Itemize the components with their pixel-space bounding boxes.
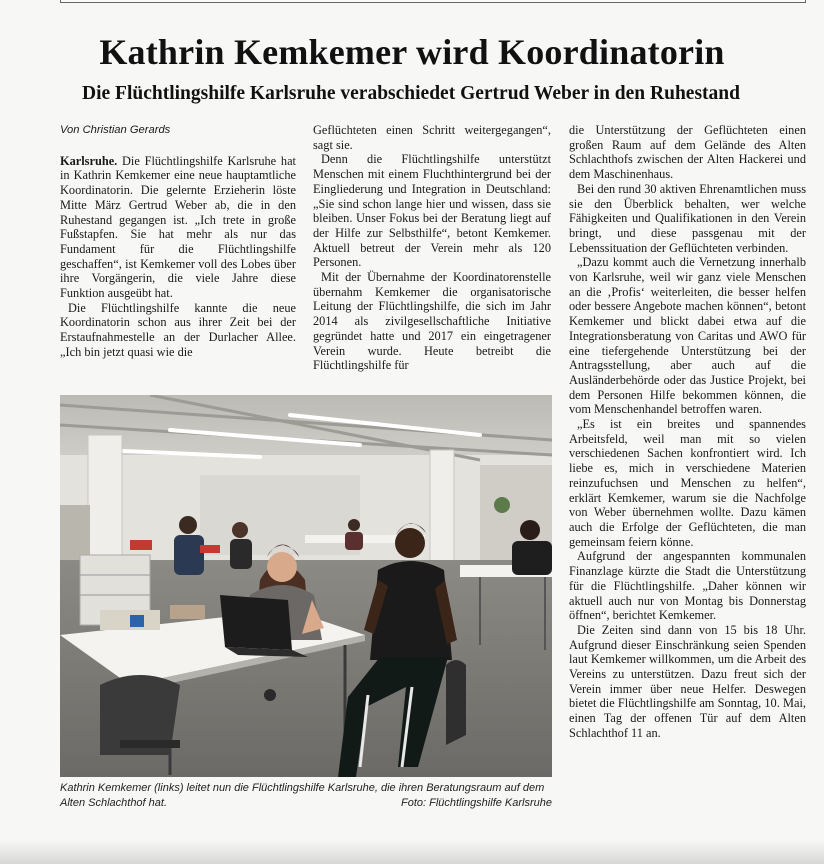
article-column-3 [569,123,806,741]
page-bottom-shadow [0,840,824,864]
top-frame-border [60,0,806,3]
paragraph: Die Flüchtlingshilfe kannte die neue Koordinatorin schon aus ihrer Zeit bei der Erstaufnahmestelle an der Durlacher Allee. „Ich bin jetzt quasi wie die [60,300,296,359]
paragraph: „Dazu kommt auch die Vernetzung innerhalb von Karlsruhe, weil wir ganz viele Menschen an die ‚Profis‘ weiterleiten, die besser helfen oder bessere Angebote machen können“, betont Kemkemer und blickt dabei etwa auf die Integrationsberatung von Caritas und AWO für eine tiefergehende Unterstützung bei der Antragsstellung, aber auch auf die Ausländerbehörde oder das Justice Projekt, bei dem Personen Hilfe bekommen können, die vom Menschenhandel betroffen waren. [569,255,806,417]
dateline: Karlsruhe. [60,153,118,168]
paragraph: Mit der Übernahme der Koordinatorenstelle übernahm Kemkemer die organisatorische Leitung der Flüchtlingshilfe, die sich im Jahr 2014 als zivilgesellschaftliche Initiative gegründet hatte und 2017 ein eingetragener Verein wurde. Heute betreibt die Flüchtlingshilfe für [313,270,551,373]
paragraph [60,154,296,301]
paragraph: Bei den rund 30 aktiven Ehrenamtlichen muss sie den Überblick behalten, wer welche Fähigkeiten und Qualifikationen in den Verein bringt, und diese passgenau mit der Lebenssituation der Geflüchteten verbinden. [569,181,806,255]
byline: Von Christian Gerards [60,124,171,136]
paragraph: die Unterstützung der Geflüchteten einen großen Raum auf dem Gelände des Alten Schlachthofs zwischen der Alten Hackerei und dem Maschinenhaus. [569,123,806,182]
photo-caption [60,781,552,810]
caption-text: Kathrin Kemkemer (links) leitet nun die Flüchtlingshilfe Karlsruhe, die ihren Beratungsraum auf dem Alten Schlachthof hat. [60,782,545,809]
subheadline: Die Flüchtlingshilfe Karlsruhe verabschiedet Gertrud Weber in den Ruhestand [82,83,740,104]
photo-credit: Foto: Flüchtlingshilfe Karlsruhe [400,796,552,809]
headline: Kathrin Kemkemer wird Koordinatorin [99,32,725,72]
paragraph: Denn die Flüchtlingshilfe unterstützt Menschen mit einem Fluchthintergrund bei der Eingliederung und Integration in Deutschland: „Sie sind schon lange hier und wissen, dass sie bleiben. Unser Fokus bei der Beratung liegt auf der Hilfe zur Selbsthilfe“, betont Kemkemer. Aktuell betreut der Verein mehr als 120 Personen. [313,152,551,270]
paragraph: Geflüchteten einen Schritt weitergegangen“, sagt sie. [313,123,551,152]
paragraph-text: Die Flüchtlingshilfe Karlsruhe hat in Kathrin Kemkemer eine neue hauptamtliche Koordinatorin. Die gelernte Erzieherin löste Mitte März Gertrud Weber ab, die in den Ruhestand gegangen ist. „Ich trete in große Fußstapfen. Sie hat mehr als nur das Fundament für die Flüchtlingshilfe geschaffen“, ist Kemkemer voll des Lobes über ihre Vorgängerin, die viele Jahre diese Funktion ausgeübt hat. [60,153,296,301]
paragraph: Aufgrund der angespannten kommunalen Finanzlage kürzte die Stadt die Unterstützung für die Flüchtlingshilfe. „Daher können wir aktuell auch nur von Montag bis Donnerstag öffnen“, berichtet Kemkemer. [569,549,806,623]
article-column-1 [60,123,296,360]
paragraph: „Es ist ein breites und spannendes Arbeitsfeld, weil man mit so vielen verschiedenen Sachen konfrontiert wird. Ich liebe es, mich in verschiedene Materien reinzufuchsen und Menschen zu helfen“, erklärt Kemkemer, warum sie die Nachfolge von Weber übernehmen wollte. Dazu kämen auch die Erfolge der Geflüchteten, die man gemeinsam feiern könne. [569,417,806,549]
article-photo [60,395,552,777]
paragraph: Die Zeiten sind dann von 15 bis 18 Uhr. Aufgrund dieser Einschränkung seien Spenden laut Kemkemer willkommen, um die Arbeit des Vereins zu unterstützen. Dazu freut sich der Verein immer über neue Helfer. Deswegen bietet die Flüchtlingshilfe am Sonntag, 10. Mai, einen Tag der offenen Tür auf dem Alten Schlachthof 11 an. [569,622,806,740]
article-column-2 [313,123,551,373]
